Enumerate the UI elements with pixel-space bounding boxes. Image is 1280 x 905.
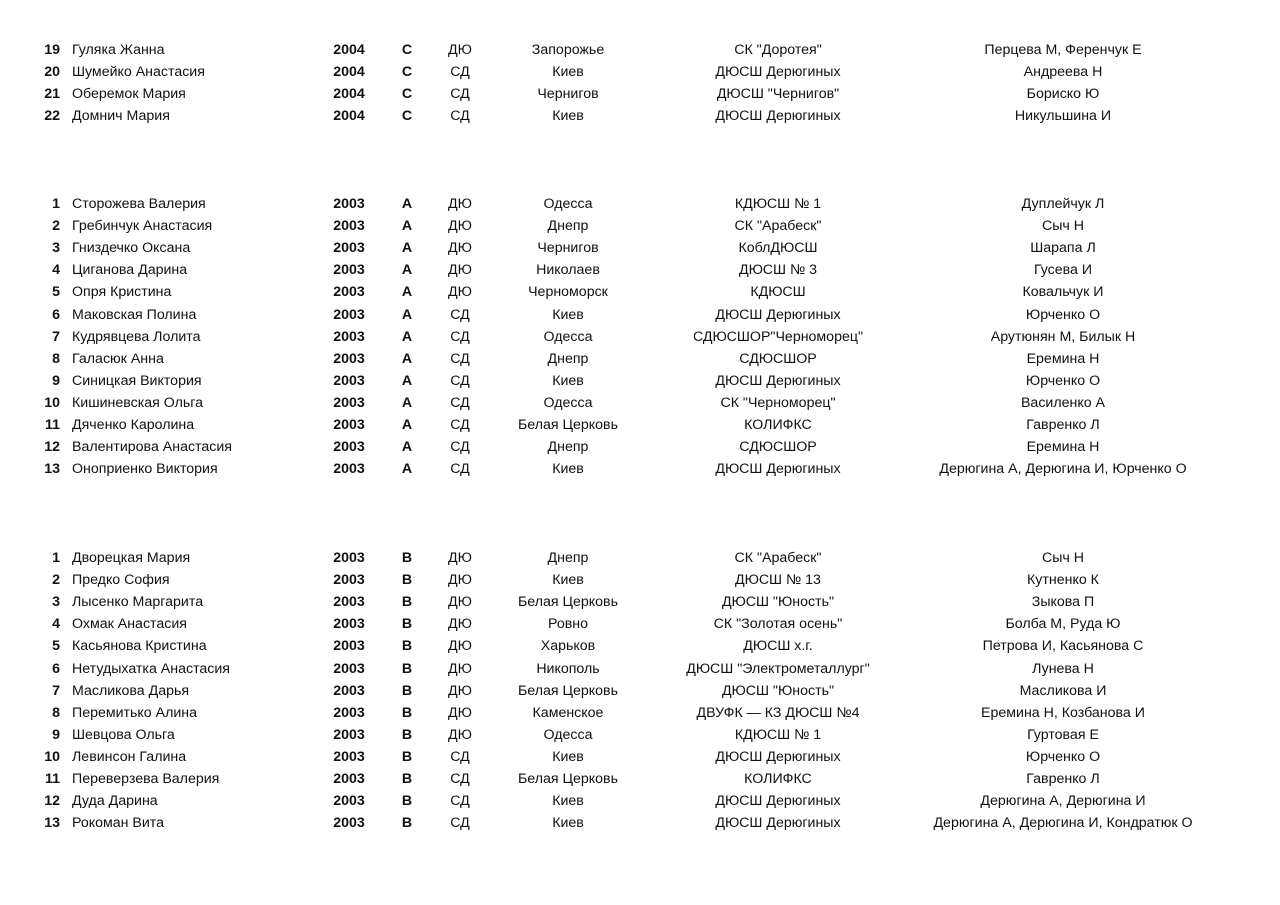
level-category: B [401, 638, 413, 655]
table-row [0, 326, 1280, 348]
city: Одесса [543, 394, 593, 411]
sport-category: СД [450, 815, 470, 832]
club: СДЮСШОР [739, 439, 817, 456]
coach: Юрченко О [1025, 306, 1101, 323]
sport-category: ДЮ [448, 638, 472, 655]
level-category: A [401, 262, 413, 279]
level-category: C [401, 42, 413, 58]
level-category: B [401, 793, 413, 810]
level-category: B [401, 660, 413, 677]
level-category: B [401, 572, 413, 589]
row-number: 1 [52, 196, 60, 212]
city: Киев [552, 572, 584, 589]
sport-category: СД [450, 328, 470, 345]
birth-year: 2003 [333, 704, 365, 721]
city: Одесса [543, 196, 593, 212]
sport-category: СД [450, 793, 470, 810]
birth-year: 2003 [333, 638, 365, 655]
table-row [0, 790, 1280, 812]
row-number: 9 [52, 372, 60, 389]
city: Николаев [536, 262, 600, 279]
birth-year: 2003 [333, 682, 365, 699]
sport-category: ДЮ [448, 550, 472, 566]
birth-year: 2003 [333, 196, 365, 212]
level-category: B [401, 748, 413, 765]
city: Белая Церковь [518, 771, 618, 787]
birth-year: 2003 [333, 218, 365, 235]
athlete-name: Гребинчук Анастасия [72, 218, 213, 235]
level-category: A [401, 240, 413, 257]
level-category: A [401, 196, 413, 212]
birth-year: 2003 [333, 748, 365, 765]
coach: Гуртовая Е [1027, 726, 1099, 743]
club: КДЮСШ № 1 [734, 726, 822, 743]
coach: Дуплейчук Л [1021, 196, 1105, 212]
club: ДЮСШ № 13 [735, 572, 821, 589]
row-number: 11 [45, 771, 60, 787]
city: Белая Церковь [518, 682, 618, 699]
coach: Еремина Н [1026, 439, 1100, 456]
club: ДЮСШ Дерюгиных [715, 64, 841, 81]
city: Киев [552, 748, 584, 765]
coach: Арутюнян М, Билык Н [990, 328, 1136, 345]
sport-category: СД [450, 417, 470, 433]
table-row [0, 680, 1280, 702]
city: Одесса [543, 328, 593, 345]
club: ДВУФК — КЗ ДЮСШ №4 [696, 704, 860, 721]
sport-category: СД [450, 771, 470, 787]
table-row [0, 348, 1280, 370]
athlete-name: Нетудыхатка Анастасия [72, 660, 230, 677]
athlete-name: Галасюк Анна [72, 350, 164, 367]
table-row [0, 193, 1280, 215]
athlete-name: Дуда Дарина [72, 793, 158, 810]
table-row [0, 304, 1280, 326]
athlete-name: Гниздечко Оксана [72, 240, 191, 257]
birth-year: 2003 [333, 417, 365, 433]
row-number: 8 [52, 704, 60, 721]
coach: Юрченко О [1025, 748, 1101, 765]
coach: Зыкова П [1031, 594, 1095, 611]
table-row [0, 215, 1280, 237]
city: Каменское [532, 704, 604, 721]
sport-category: СД [450, 108, 470, 125]
birth-year: 2003 [333, 328, 365, 345]
birth-year: 2003 [333, 284, 365, 301]
coach: Гавренко Л [1026, 417, 1100, 433]
coach: Гусева И [1033, 262, 1093, 279]
coach: Гавренко Л [1026, 771, 1100, 787]
row-number: 10 [44, 394, 60, 411]
row-number: 9 [52, 726, 60, 743]
sport-category: ДЮ [448, 594, 472, 611]
coach: Дерюгина А, Дерюгина И [980, 793, 1146, 810]
city: Чернигов [537, 240, 599, 257]
birth-year: 2003 [333, 616, 365, 633]
level-category: A [401, 394, 413, 411]
row-number: 4 [52, 616, 60, 633]
row-number: 5 [52, 638, 60, 655]
athlete-name: Кудрявцева Лолита [72, 328, 201, 345]
club: ДЮСШ Дерюгиных [715, 748, 841, 765]
birth-year: 2003 [333, 793, 365, 810]
coach: Дерюгина А, Дерюгина И, Юрченко О [939, 461, 1187, 478]
athlete-name: Шумейко Анастасия [72, 64, 205, 81]
city: Днепр [547, 218, 589, 235]
level-category: C [401, 108, 413, 125]
city: Белая Церковь [518, 417, 618, 433]
sport-category: ДЮ [448, 616, 472, 633]
sport-category: ДЮ [448, 262, 472, 279]
city: Белая Церковь [518, 594, 618, 611]
row-number: 13 [44, 461, 60, 478]
athlete-name: Циганова Дарина [72, 262, 188, 279]
birth-year: 2003 [333, 240, 365, 257]
club: ДЮСШ Дерюгиных [715, 108, 841, 125]
sport-category: ДЮ [448, 682, 472, 699]
sport-category: ДЮ [448, 284, 472, 301]
athlete-name: Рокоман Вита [72, 815, 165, 832]
city: Киев [552, 64, 584, 81]
athlete-name: Опря Кристина [72, 284, 172, 301]
athlete-name: Синицкая Виктория [72, 372, 202, 389]
city: Днепр [547, 550, 589, 566]
sport-category: ДЮ [448, 42, 472, 58]
athlete-name: Касьянова Кристина [72, 638, 207, 655]
level-category: A [401, 284, 413, 301]
club: КОЛИФКС [744, 771, 812, 787]
athlete-name: Дворецкая Мария [72, 550, 191, 566]
club: СК "Черноморец" [720, 394, 836, 411]
level-category: A [401, 218, 413, 235]
level-category: A [401, 306, 413, 323]
table-row [0, 569, 1280, 591]
row-number: 3 [52, 240, 60, 257]
club: ДЮСШ "Юность" [721, 682, 835, 699]
table-row [0, 259, 1280, 281]
athlete-name: Кишиневская Ольга [72, 394, 204, 411]
birth-year: 2003 [333, 439, 365, 456]
row-number: 3 [52, 594, 60, 611]
table-row [0, 591, 1280, 613]
birth-year: 2003 [333, 550, 365, 566]
club: ДЮСШ "Юность" [721, 594, 835, 611]
birth-year: 2004 [333, 42, 365, 58]
coach: Сыч Н [1041, 550, 1085, 566]
birth-year: 2004 [333, 86, 365, 103]
sport-category: ДЮ [448, 660, 472, 677]
sport-category: СД [450, 86, 470, 103]
sport-category: ДЮ [448, 240, 472, 257]
table-row [0, 812, 1280, 834]
level-category: A [401, 417, 413, 433]
birth-year: 2003 [333, 594, 365, 611]
athlete-name: Охмак Анастасия [72, 616, 187, 633]
sport-category: СД [450, 372, 470, 389]
table-row [0, 414, 1280, 436]
level-category: B [401, 682, 413, 699]
level-category: A [401, 328, 413, 345]
birth-year: 2004 [333, 108, 365, 125]
birth-year: 2003 [333, 771, 365, 787]
city: Киев [552, 306, 584, 323]
city: Ровно [548, 616, 588, 633]
coach: Бориско Ю [1026, 86, 1100, 103]
coach: Юрченко О [1025, 372, 1101, 389]
level-category: B [401, 771, 413, 787]
table-row [0, 635, 1280, 657]
row-number: 7 [52, 328, 60, 345]
coach: Сыч Н [1041, 218, 1085, 235]
table-row [0, 237, 1280, 259]
coach: Перцева М, Ференчук Е [984, 42, 1142, 58]
table-row [0, 281, 1280, 303]
table-row [0, 61, 1280, 83]
club: ДЮСШ № 3 [738, 262, 818, 279]
sport-category: СД [450, 350, 470, 367]
club: ДЮСШ Дерюгиных [715, 306, 841, 323]
row-number: 6 [52, 660, 60, 677]
table-row [0, 746, 1280, 768]
coach: Никульшина И [1014, 108, 1112, 125]
birth-year: 2003 [333, 660, 365, 677]
row-number: 13 [44, 815, 60, 832]
birth-year: 2003 [333, 372, 365, 389]
level-category: B [401, 726, 413, 743]
athlete-name: Лысенко Маргарита [72, 594, 204, 611]
club: ДЮСШ "Электрометаллург" [686, 660, 870, 677]
city: Киев [552, 372, 584, 389]
level-category: B [401, 704, 413, 721]
club: СДЮСШОР"Черноморец" [692, 328, 864, 345]
club: ДЮСШ Дерюгиных [715, 815, 841, 832]
athlete-name: Домнич Мария [72, 108, 170, 125]
birth-year: 2003 [333, 726, 365, 743]
coach: Масликова И [1019, 682, 1107, 699]
city: Днепр [547, 439, 589, 456]
row-number: 8 [52, 350, 60, 367]
table-row [0, 658, 1280, 680]
birth-year: 2003 [333, 572, 365, 589]
row-number: 4 [52, 262, 60, 279]
sport-category: СД [450, 439, 470, 456]
athlete-name: Левинсон Галина [72, 748, 187, 765]
city: Киев [552, 461, 584, 478]
athlete-name: Масликова Дарья [72, 682, 190, 699]
coach: Еремина Н, Козбанова И [981, 704, 1145, 721]
row-number: 7 [52, 682, 60, 699]
city: Киев [552, 108, 584, 125]
table-row [0, 370, 1280, 392]
coach: Дерюгина А, Дерюгина И, Кондратюк О [933, 815, 1193, 832]
row-number: 2 [52, 572, 60, 589]
athlete-name: Перемитько Алина [72, 704, 198, 721]
row-number: 11 [45, 417, 60, 433]
athlete-name: Оберемок Мария [72, 86, 186, 103]
coach: Ковальчук И [1022, 284, 1104, 301]
city: Киев [552, 815, 584, 832]
row-number: 22 [44, 108, 60, 125]
birth-year: 2004 [333, 64, 365, 81]
sport-category: ДЮ [448, 218, 472, 235]
table-row [0, 392, 1280, 414]
level-category: B [401, 550, 413, 566]
table-row [0, 702, 1280, 724]
birth-year: 2003 [333, 350, 365, 367]
row-number: 5 [52, 284, 60, 301]
table-row [0, 458, 1280, 480]
level-category: B [401, 594, 413, 611]
athlete-name: Гуляка Жанна [72, 42, 165, 58]
level-category: A [401, 461, 413, 478]
club: СК "Арабеск" [734, 550, 822, 566]
city: Запорожье [531, 42, 605, 58]
club: СК "Золотая осень" [713, 616, 843, 633]
level-category: C [401, 86, 413, 103]
row-number: 1 [52, 550, 60, 566]
athlete-name: Предко София [72, 572, 170, 589]
birth-year: 2003 [333, 262, 365, 279]
birth-year: 2003 [333, 461, 365, 478]
sport-category: СД [450, 461, 470, 478]
row-number: 19 [44, 42, 60, 58]
sport-category: СД [450, 306, 470, 323]
row-number: 6 [52, 306, 60, 323]
coach: Еремина Н [1026, 350, 1100, 367]
city: Харьков [540, 638, 596, 655]
athlete-name: Валентирова Анастасия [72, 439, 232, 456]
club: ДЮСШ "Чернигов" [716, 86, 840, 103]
row-number: 2 [52, 218, 60, 235]
club: СДЮСШОР [739, 350, 817, 367]
club: КОЛИФКС [744, 417, 812, 433]
row-number: 21 [44, 86, 60, 103]
athlete-name: Шевцова Ольга [72, 726, 175, 743]
sport-category: СД [450, 64, 470, 81]
row-number: 12 [44, 793, 60, 810]
club: ДЮСШ Дерюгиных [715, 793, 841, 810]
level-category: A [401, 350, 413, 367]
city: Киев [552, 793, 584, 810]
coach: Петрова И, Касьянова С [982, 638, 1144, 655]
level-category: B [401, 815, 413, 832]
sport-category: СД [450, 748, 470, 765]
table-row [0, 436, 1280, 458]
club: СК "Доротея" [734, 42, 822, 58]
athlete-name: Дяченко Каролина [72, 417, 195, 433]
birth-year: 2003 [333, 815, 365, 832]
table-row [0, 724, 1280, 746]
club: КДЮСШ № 1 [734, 196, 822, 212]
coach: Шарапа Л [1030, 240, 1096, 257]
athlete-name: Оноприенко Виктория [72, 461, 218, 478]
level-category: B [401, 616, 413, 633]
club: ДЮСШ х.г. [743, 638, 813, 655]
city: Черноморск [528, 284, 608, 301]
row-number: 10 [44, 748, 60, 765]
club: ДЮСШ Дерюгиных [715, 461, 841, 478]
coach: Лунева Н [1032, 660, 1094, 677]
sport-category: ДЮ [448, 572, 472, 589]
birth-year: 2003 [333, 394, 365, 411]
row-number: 12 [44, 439, 60, 456]
table-row [0, 547, 1280, 569]
sport-category: ДЮ [448, 726, 472, 743]
sport-category: ДЮ [448, 196, 472, 212]
city: Чернигов [537, 86, 599, 103]
level-category: C [401, 64, 413, 81]
table-row [0, 613, 1280, 635]
athlete-name: Сторожева Валерия [72, 196, 206, 212]
table-row [0, 768, 1280, 790]
club: СК "Арабеск" [734, 218, 822, 235]
level-category: A [401, 439, 413, 456]
sport-category: ДЮ [448, 704, 472, 721]
table-row [0, 105, 1280, 127]
city: Никополь [536, 660, 600, 677]
club: ДЮСШ Дерюгиных [715, 372, 841, 389]
row-number: 20 [44, 64, 60, 81]
sport-category: СД [450, 394, 470, 411]
club: КДЮСШ [750, 284, 806, 301]
coach: Василенко А [1020, 394, 1106, 411]
city: Одесса [543, 726, 593, 743]
coach: Андреева Н [1023, 64, 1103, 81]
level-category: A [401, 372, 413, 389]
club: КоблДЮСШ [738, 240, 818, 257]
coach: Кутненко К [1027, 572, 1099, 589]
coach: Болба М, Руда Ю [1005, 616, 1121, 633]
athlete-name: Маковская Полина [72, 306, 197, 323]
birth-year: 2003 [333, 306, 365, 323]
table-row [0, 83, 1280, 105]
table-row [0, 39, 1280, 61]
athlete-name: Переверзева Валерия [72, 771, 220, 787]
city: Днепр [547, 350, 589, 367]
